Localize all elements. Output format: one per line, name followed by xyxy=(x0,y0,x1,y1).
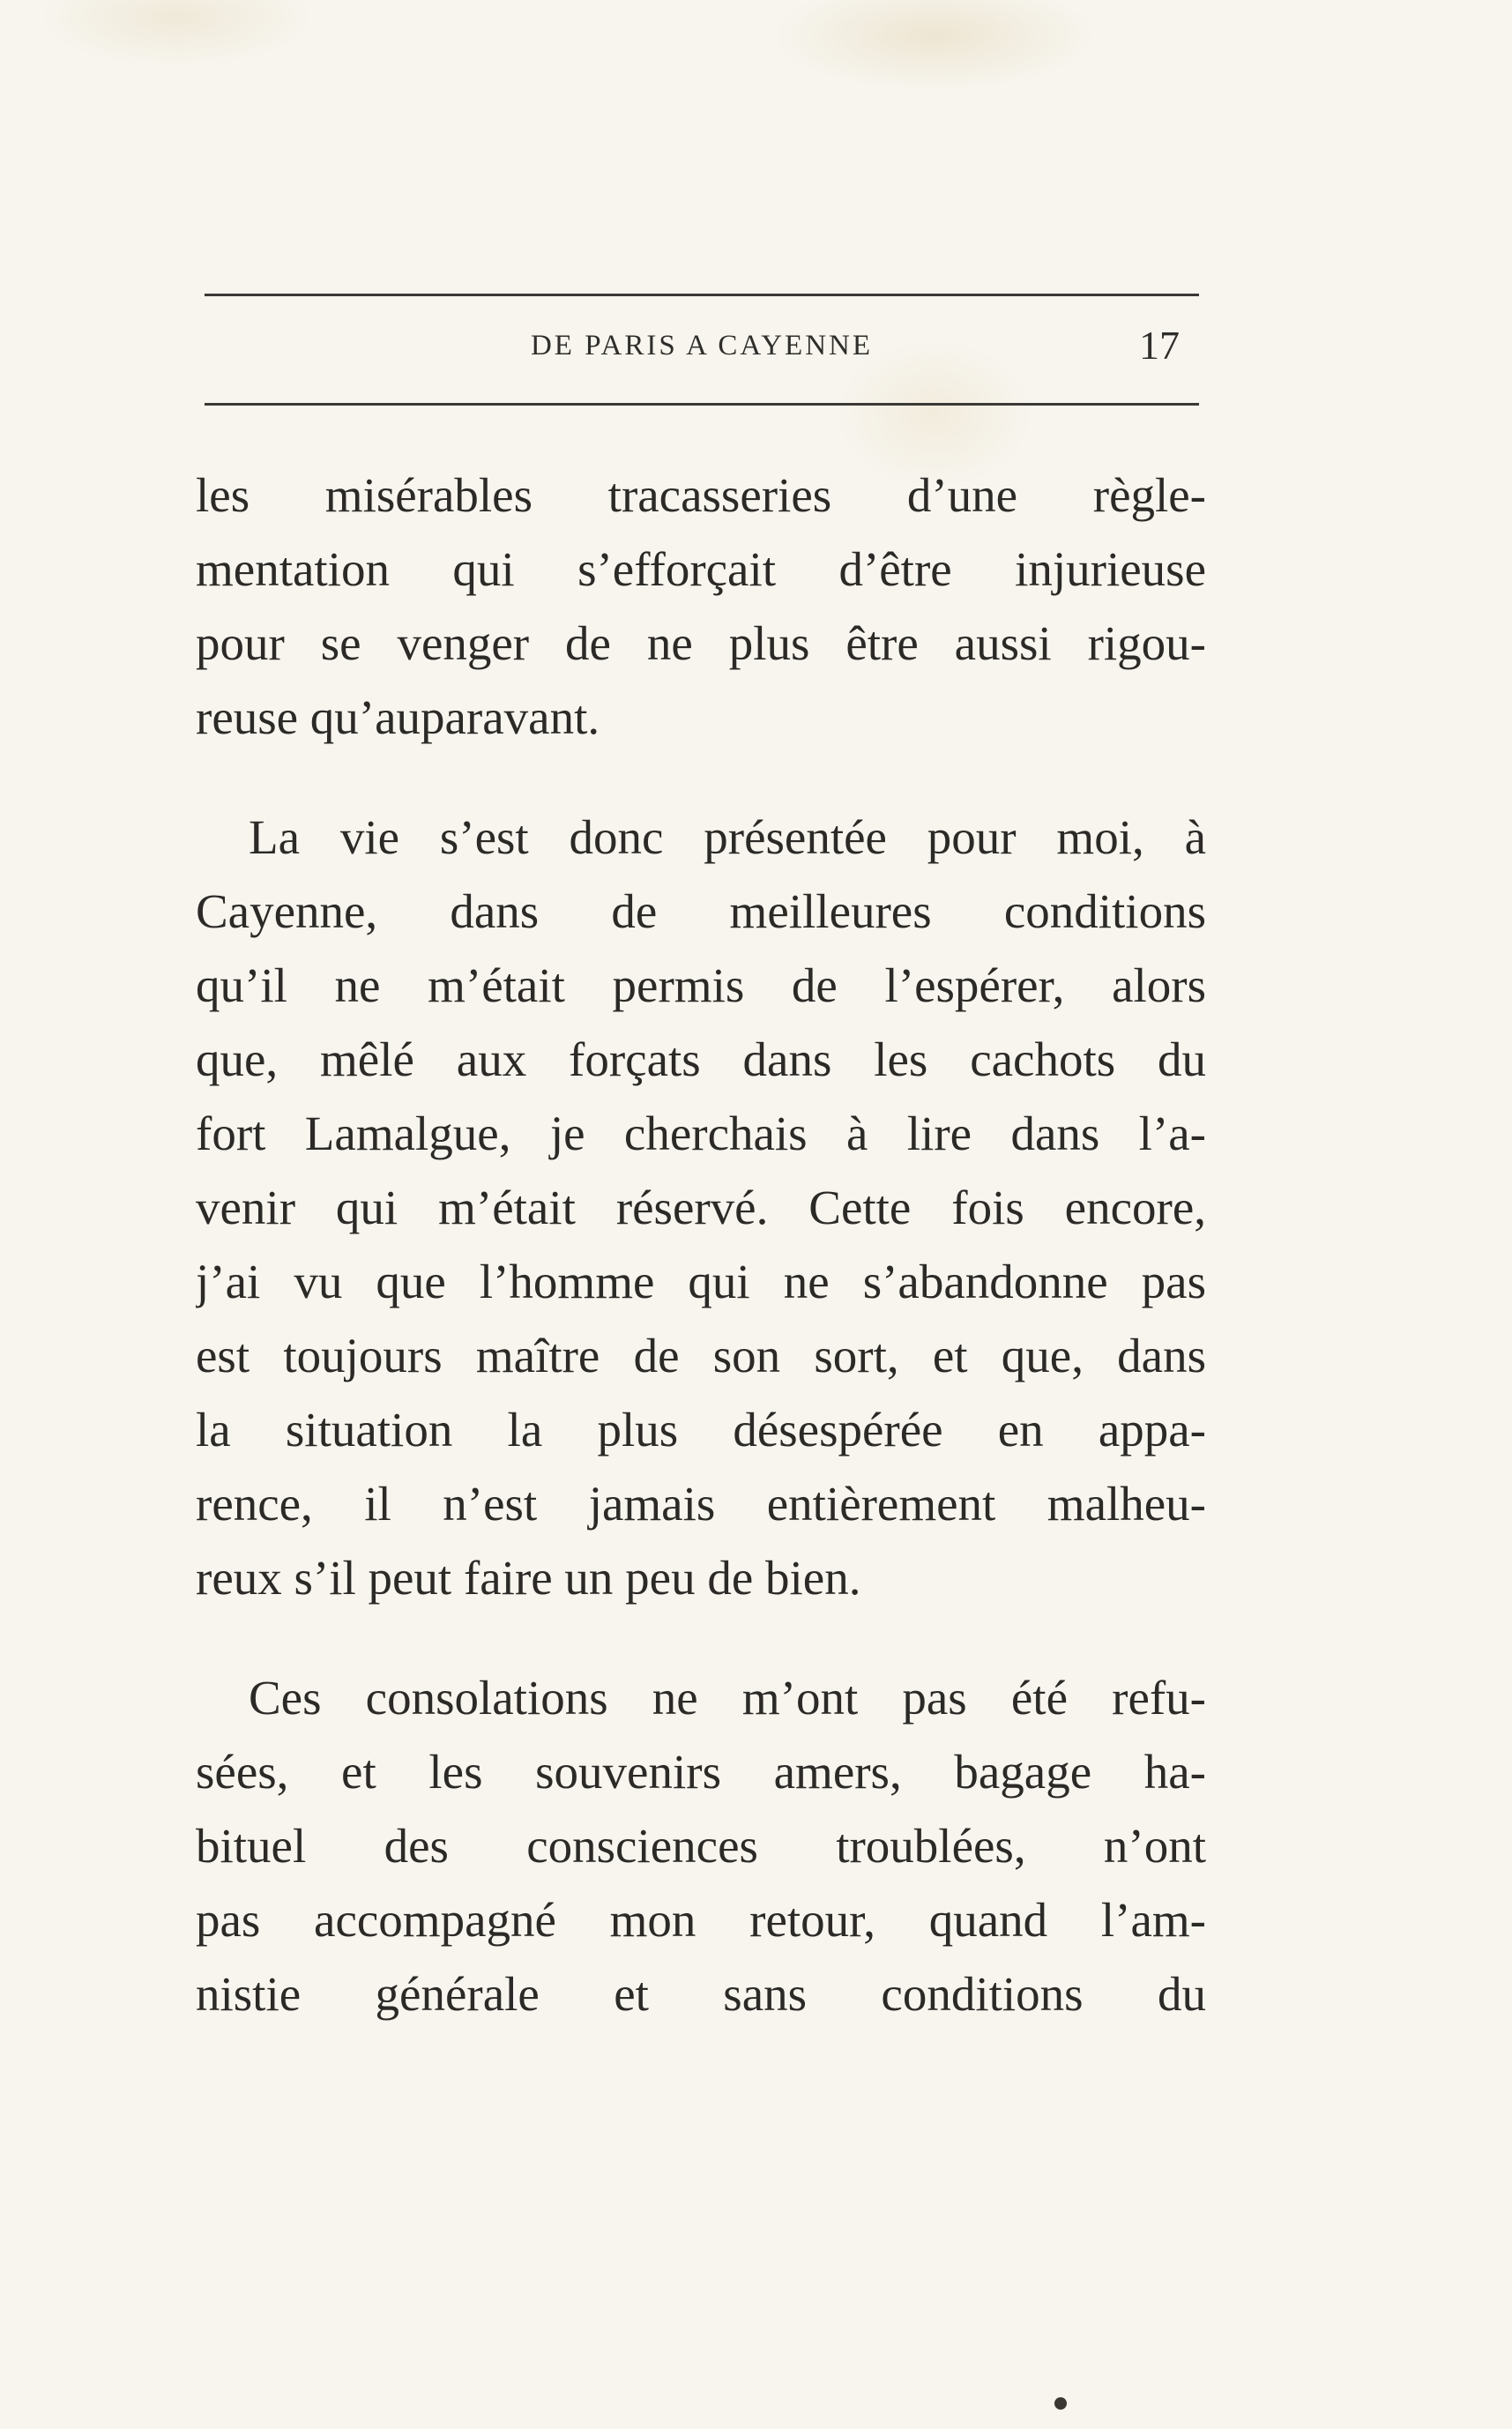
text-line: les misérables tracasseries d’une règle- xyxy=(196,468,1206,522)
text-line: qu’il ne m’était permis de l’espérer, alors xyxy=(196,958,1206,1012)
text-line: j’ai vu que l’homme qui ne s’abandonne pas xyxy=(196,1255,1206,1308)
paragraph-1 xyxy=(196,458,1206,755)
text-line: que, mêlé aux forçats dans les cachots du xyxy=(196,1032,1206,1086)
text-line: pour se venger de ne plus être aussi rigou- xyxy=(196,616,1206,670)
paragraph-2 xyxy=(196,801,1206,1615)
text-line: mentation qui s’efforçait d’être injurieuse xyxy=(196,542,1206,596)
paragraph-gap xyxy=(196,755,1206,801)
page-number: 17 xyxy=(1139,323,1180,368)
text-line: Cayenne, dans de meilleures conditions xyxy=(196,884,1206,938)
text-line: la situation la plus désespérée en appa- xyxy=(196,1403,1206,1457)
text-line: Ces consolations ne m’ont pas été refu- xyxy=(249,1671,1206,1725)
text-line: est toujours maître de son sort, et que, dans xyxy=(196,1329,1206,1382)
header-top-rule xyxy=(205,294,1199,296)
text-line: nistie générale et sans conditions du xyxy=(196,1967,1206,2021)
text-line: pas accompagné mon retour, quand l’am- xyxy=(196,1893,1206,1947)
text-line: bituel des consciences troublées, n’ont xyxy=(196,1819,1206,1873)
running-title: DE PARIS A CAYENNE xyxy=(530,330,874,361)
text-line: reux s’il peut faire un peu de bien. xyxy=(196,1551,861,1605)
text-line: rence, il n’est jamais entièrement malheu- xyxy=(196,1477,1206,1531)
text-line: sées, et les souvenirs amers, bagage ha- xyxy=(196,1745,1206,1799)
running-head xyxy=(205,319,1199,372)
text-line: venir qui m’était réservé. Cette fois encore, xyxy=(196,1181,1206,1234)
paragraph-gap xyxy=(196,1615,1206,1661)
text-line: La vie s’est donc présentée pour moi, à xyxy=(249,810,1206,864)
text-line: reuse qu’auparavant. xyxy=(196,690,600,744)
header-bottom-rule xyxy=(205,403,1199,406)
ink-speck xyxy=(1054,2397,1067,2410)
text-line: fort Lamalgue, je cherchais à lire dans l’a- xyxy=(196,1106,1206,1160)
paragraph-3 xyxy=(196,1661,1206,2031)
body-text xyxy=(196,458,1206,2031)
